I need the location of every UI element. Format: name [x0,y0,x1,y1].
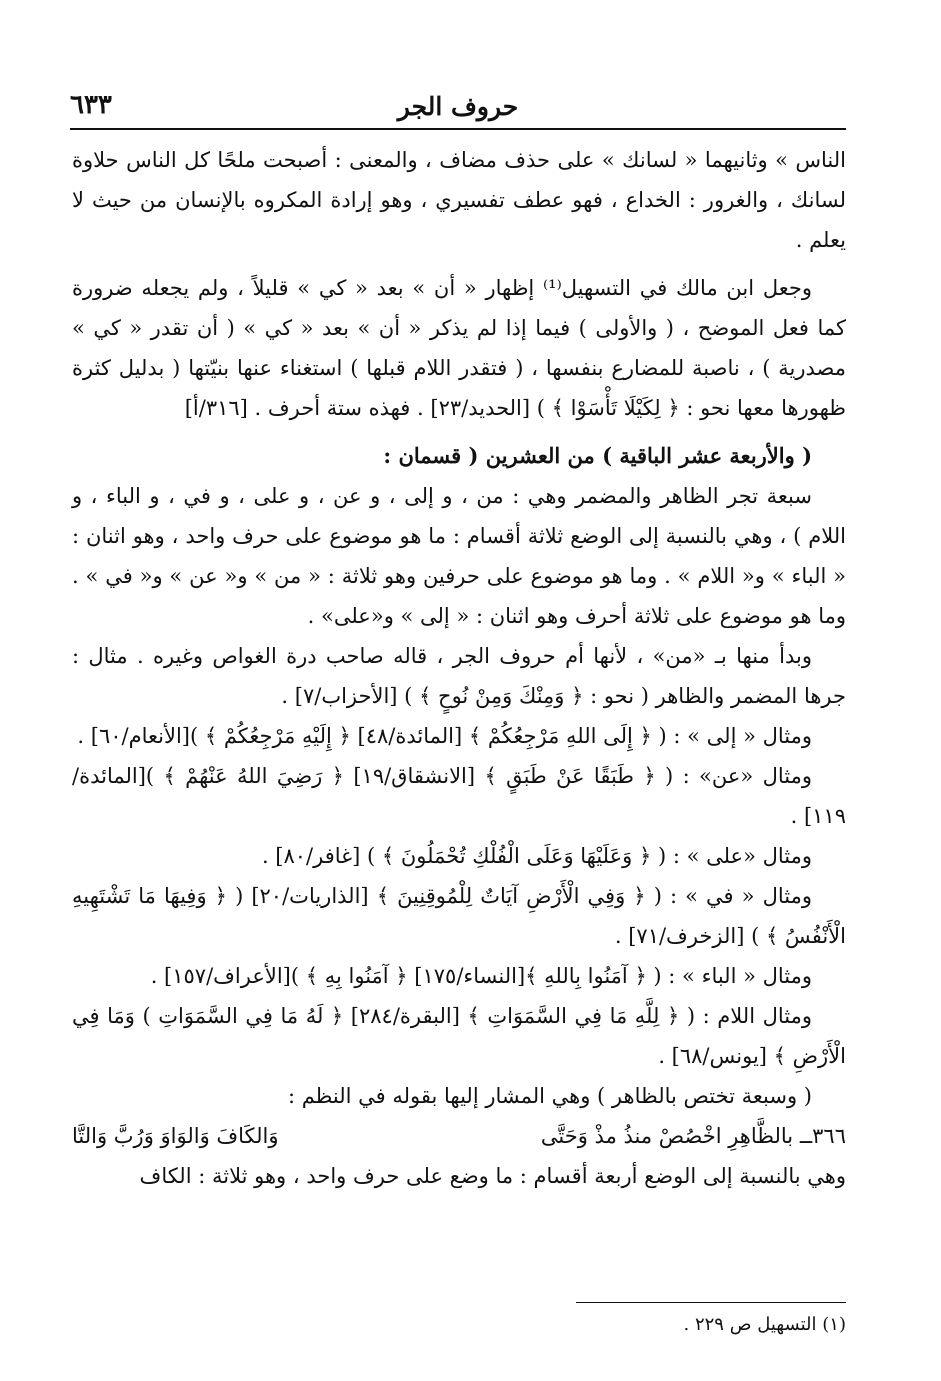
chapter-title: حروف الجر [397,92,519,121]
footnote [72,1310,846,1340]
page-header [70,88,846,130]
paragraph-last: وهي بالنسبة إلى الوضع أربعة أقسام : ما وضع على حرف واحد ، وهو ثلاثة : الكاف [139,1164,846,1188]
example-fi: ومثال « في » : ( ﴿ وَفِي الْأَرْضِ آيَاتٌ لِلْمُوقِنِينَ ﴾ [الذاريات/٢٠] ( ﴿ وَفِيهَا مَا تَشْتَهِيهِ الْأَنْفُسُ ﴾ ) [الزخرف/٧١] . [72,884,846,948]
verse-left-hemistich: وَالكَافَ وَالوَاوَ وَرُبَّ وَالتَّا [72,1124,279,1148]
footnote-divider [576,1302,846,1303]
verse-right-text: بالظَّاهِرِ اخْصُصْ منذُ مذْ وَحَتَّى [540,1124,794,1148]
paragraph-3: ( والأربعة عشر الباقية ) من العشرين ( قسمان : [383,443,812,468]
example-lam: ومثال اللام : ( ﴿ لِلَّهِ مَا فِي السَّمَوَاتِ ﴾ [البقرة/٢٨٤] ﴿ لَهُ مَا فِي السَّمَوَاتِ ) وَمَا فِي الْأَرْضِ ﴾ [يونس/٦٨] . [72,1004,846,1068]
paragraph-1: الناس » وثانيهما « لسانك » على حذف مضاف ، والمعنى : أصبحت ملحًا كل الناس حلاوة لسانك ، والغرور : الخداع ، فهو عطف تفسيري ، وهو إرادة المكروه بالإنسان من حيث لا يعلم . [72,148,846,252]
page-body [72,140,846,1196]
example-ala: ومثال «على » : ( ﴿ وَعَلَيْهَا وَعَلَى الْفُلْكِ تُحْمَلُونَ ﴾ ) [غافر/٨٠] . [261,844,812,868]
example-ba: ومثال « الباء » : ( ﴿ آمَنُوا بِاللهِ ﴾[النساء/١٧٥] ﴿ آمَنُوا بِهِ ﴾ )[الأعراف/١٥٧] . [150,964,812,988]
paragraph-2: وجعل ابن مالك في التسهيل⁽¹⁾ إظهار « أن » بعد « كي » قليلاً ، ولم يجعله ضرورة كما فعل الموضح ، ( والأولى ) فيما إذا لم يذكر « أن » بعد « كي » ( أن تقدر « كي » مصدرية ) ، ناصبة للمضارع بنفسها ، ( فتقدر اللام قبلها ) استغناء عنها بنيّتها ( بدليل كثرة ظهورها معها نحو : ﴿ لِكَيْلَا تَأْسَوْا ﴾ ) [الحديد/٢٣] . فهذه ستة أحرف . [٣١٦/أ] [72,276,846,420]
verse-right-hemistich [541,1116,846,1156]
example-an: ومثال «عن» : ( ﴿ طَبَقًا عَنْ طَبَقٍ ﴾ [الانشقاق/١٩] ﴿ رَضِيَ اللهُ عَنْهُمْ ﴾ )[المائدة/١١٩] . [72,764,846,828]
paragraph-4: سبعة تجر الظاهر والمضمر وهي : من ، و إلى ، و عن ، و على ، و في ، و الباء ، و اللام ) ، وهي بالنسبة إلى الوضع ثلاثة أقسام : ما هو موضوع على حرف واحد ، وهو اثنان : « الباء » و« اللام » . وما هو موضوع على حرفين وهو ثلاثة : « من » و« عن » و« في » . وما هو موضوع على ثلاثة أحرف وهو اثنان : « إلى » و«على» . [72,484,846,628]
verse-number: ٣٦٦ــ [799,1124,846,1148]
footnote-marker: (١) [822,1314,846,1335]
example-ila: ومثال « إلى » : ( ﴿ إِلَى اللهِ مَرْجِعُكُمْ ﴾ [المائدة/٤٨] ﴿ إِلَيْهِ مَرْجِعُكُمْ ﴾ )[الأنعام/٦٠] . [77,724,812,748]
poem-verse [72,1116,846,1156]
paragraph-seven-particles: ( وسبعة تختص بالظاهر ) وهي المشار إليها بقوله في النظم : [287,1084,812,1108]
paragraph-5: وبدأ منها بـ «من» ، لأنها أم حروف الجر ، قاله صاحب درة الغواص وغيره . مثال : جرها المضمر والظاهر ( نحو : ﴿ وَمِنْكَ وَمِنْ نُوحٍ ﴾ ) [الأحزاب/٧] . [72,644,846,708]
footnote-text: التسهيل ص ٢٢٩ . [683,1314,817,1335]
page-number: ٦٣٣ [70,90,112,120]
